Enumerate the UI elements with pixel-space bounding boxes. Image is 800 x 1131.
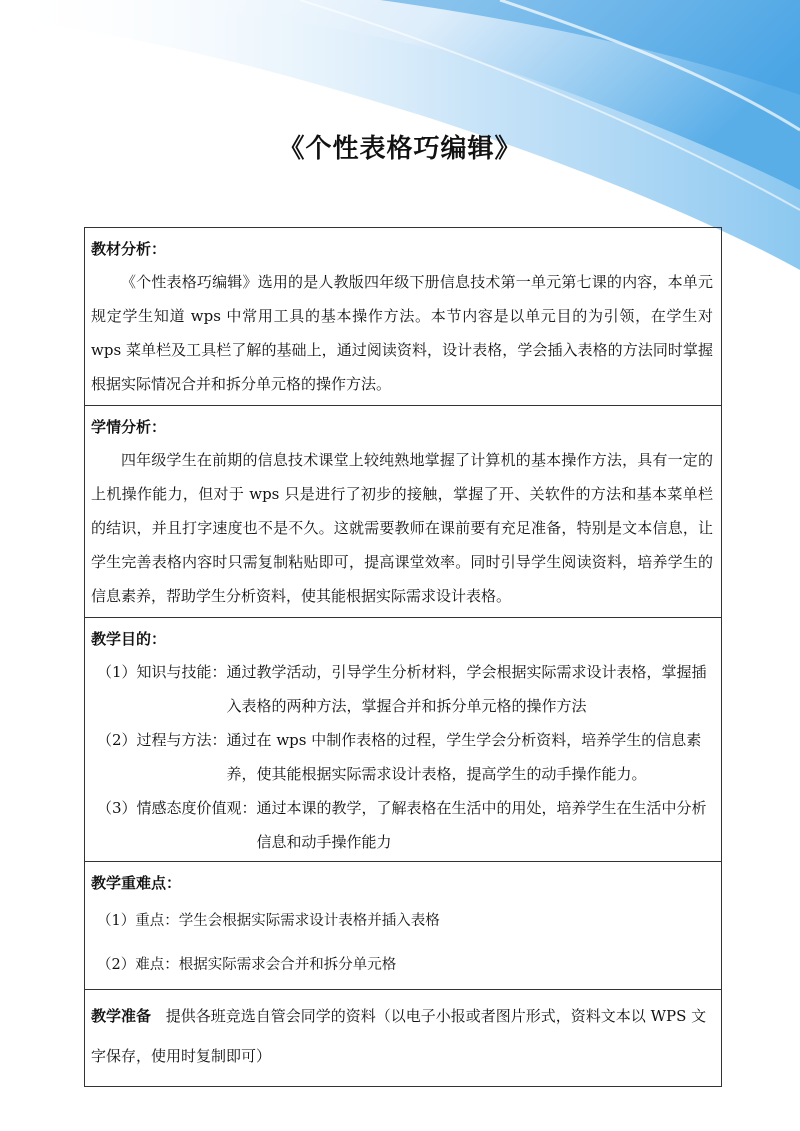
materials-row: [85, 228, 722, 406]
objective-text: 通过在 wps 中制作表格的过程，学生学会分析资料，培养学生的信息素养，使其能根据实际需求设计表格，提高学生的动手操作能力。: [226, 731, 702, 783]
objective-text: 通过本课的教学，了解表格在生活中的用处，培养学生在生活中分析信息和动手操作能力: [256, 799, 707, 851]
students-cell: [85, 406, 722, 618]
objective-number: （2）过程与方法：: [97, 731, 227, 749]
objectives-cell: [85, 618, 722, 862]
preparation-row: [85, 990, 722, 1087]
objective-item: [91, 791, 713, 859]
students-text: 四年级学生在前期的信息技术课堂上较纯熟地掌握了计算机的基本操作方法，具有一定的上机操作能力，但对于 wps 只是进行了初步的接触，掌握了开、关软件的方法和基本菜单栏的结识，并且打字速度也不是不久。这就需要教师在课前要有充足准备，特别是文本信息，让学生完善表格内容时只需复制粘贴即可，提高课堂效率。同时引导学生阅读资料，培养学生的信息素养，帮助学生分析资料，使其能根据实际需求设计表格。: [91, 451, 713, 605]
students-heading: 学情分析：: [91, 418, 167, 436]
objective-number: （3）情感态度价值观：: [97, 799, 257, 817]
objective-item: [91, 655, 713, 723]
preparation-cell: [85, 990, 722, 1087]
key-points-cell: [85, 862, 722, 990]
lesson-plan-table: [84, 227, 722, 1087]
objective-item: [91, 723, 713, 791]
key-points-heading: 教学重难点：: [91, 874, 182, 892]
materials-heading: 教材分析：: [91, 240, 167, 258]
preparation-text: 提供各班竞选自管会同学的资料（以电子小报或者图片形式，资料文本以 WPS 文字保存，使用时复制即可）: [91, 1007, 707, 1065]
objective-text: 通过教学活动，引导学生分析材料，学会根据实际需求设计表格，掌握插入表格的两种方法，掌握合并和拆分单元格的操作方法: [226, 663, 707, 715]
materials-text: 《个性表格巧编辑》选用的是人教版四年级下册信息技术第一单元第七课的内容，本单元规定学生知道 wps 中常用工具的基本操作方法。本节内容是以单元目的为引领，在学生对 wps 菜单栏及工具栏了解的基础上，通过阅读资料，设计表格，学会插入表格的方法同时掌握根据实际情况合并和拆分单元格的操作方法。: [91, 273, 713, 393]
objective-number: （1）知识与技能：: [97, 663, 227, 681]
objectives-heading: 教学目的：: [91, 630, 167, 648]
materials-cell: [85, 228, 722, 406]
objectives-list: [91, 655, 713, 859]
focus-point: （1）重点：学生会根据实际需求设计表格并插入表格: [97, 913, 440, 929]
preparation-label: 教学准备: [91, 1007, 152, 1025]
preparation-block: [91, 996, 713, 1076]
objectives-row: [85, 618, 722, 862]
students-row: [85, 406, 722, 618]
difficulty-point: （2）难点：根据实际需求会合并和拆分单元格: [97, 957, 397, 973]
key-points-row: [85, 862, 722, 990]
page-title: 《个性表格巧编辑》: [278, 134, 522, 164]
